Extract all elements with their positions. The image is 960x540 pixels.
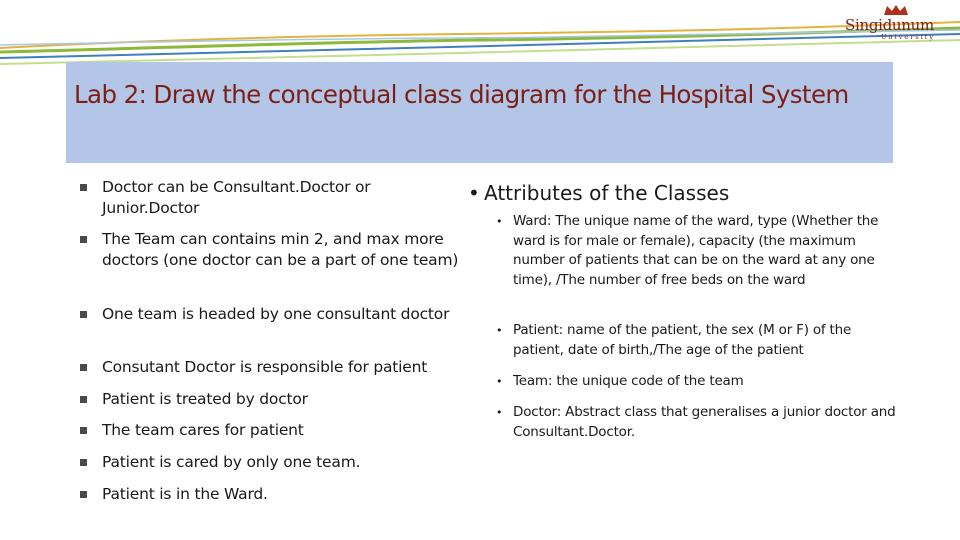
bullet-dot-icon: • <box>496 324 503 337</box>
slide-title: Lab 2: Draw the conceptual class diagram for the Hospital System <box>74 80 849 109</box>
list-item: Doctor can be Consultant.Doctor or Junior.Doctor <box>80 177 460 219</box>
list-item: Patient is cared by only one team. <box>80 452 460 473</box>
square-bullet-icon <box>80 364 87 371</box>
right-heading: • Attributes of the Classes <box>468 181 730 205</box>
wave-lightgreen-line <box>0 40 960 64</box>
bullet-dot-icon: • <box>496 215 503 228</box>
square-bullet-icon <box>80 311 87 318</box>
square-bullet-icon <box>80 184 87 191</box>
list-item: One team is headed by one consultant doctor <box>80 304 460 325</box>
logo-subtitle: University <box>881 33 936 41</box>
list-item: • Doctor: Abstract class that generalises a junior doctor and Consultant.Doctor. <box>496 404 896 440</box>
list-item: The Team can contains min 2, and max more doctors (one doctor can be a part of one team) <box>80 229 460 271</box>
list-item: • Team: the unique code of the team <box>496 372 896 392</box>
crown-icon <box>883 4 909 16</box>
university-logo <box>843 14 953 44</box>
list-item: The team cares for patient <box>80 420 460 441</box>
bullet-dot-icon: • <box>496 406 503 419</box>
bullet-dot-icon: • <box>496 375 503 388</box>
square-bullet-icon <box>80 396 87 403</box>
list-item: Consutant Doctor is responsible for patient <box>80 357 460 378</box>
square-bullet-icon <box>80 491 87 498</box>
list-item: Patient is in the Ward. <box>80 484 460 505</box>
list-item: Patient is treated by doctor <box>80 389 460 410</box>
square-bullet-icon <box>80 236 87 243</box>
square-bullet-icon <box>80 459 87 466</box>
bullet-dot-icon: • <box>468 181 480 205</box>
logo-name: Singidunum <box>845 16 934 34</box>
square-bullet-icon <box>80 427 87 434</box>
list-item: • Patient: name of the patient, the sex (M or F) of the patient, date of birth,/The age of the patient <box>496 322 852 358</box>
title-banner <box>66 62 893 163</box>
list-item: • Ward: The unique name of the ward, type (Whether the ward is for male or female), capacity (the maximum number of patients that can be on the ward at any one time), /The number of free beds on the ward <box>496 213 879 288</box>
wave-green-line <box>0 28 960 52</box>
